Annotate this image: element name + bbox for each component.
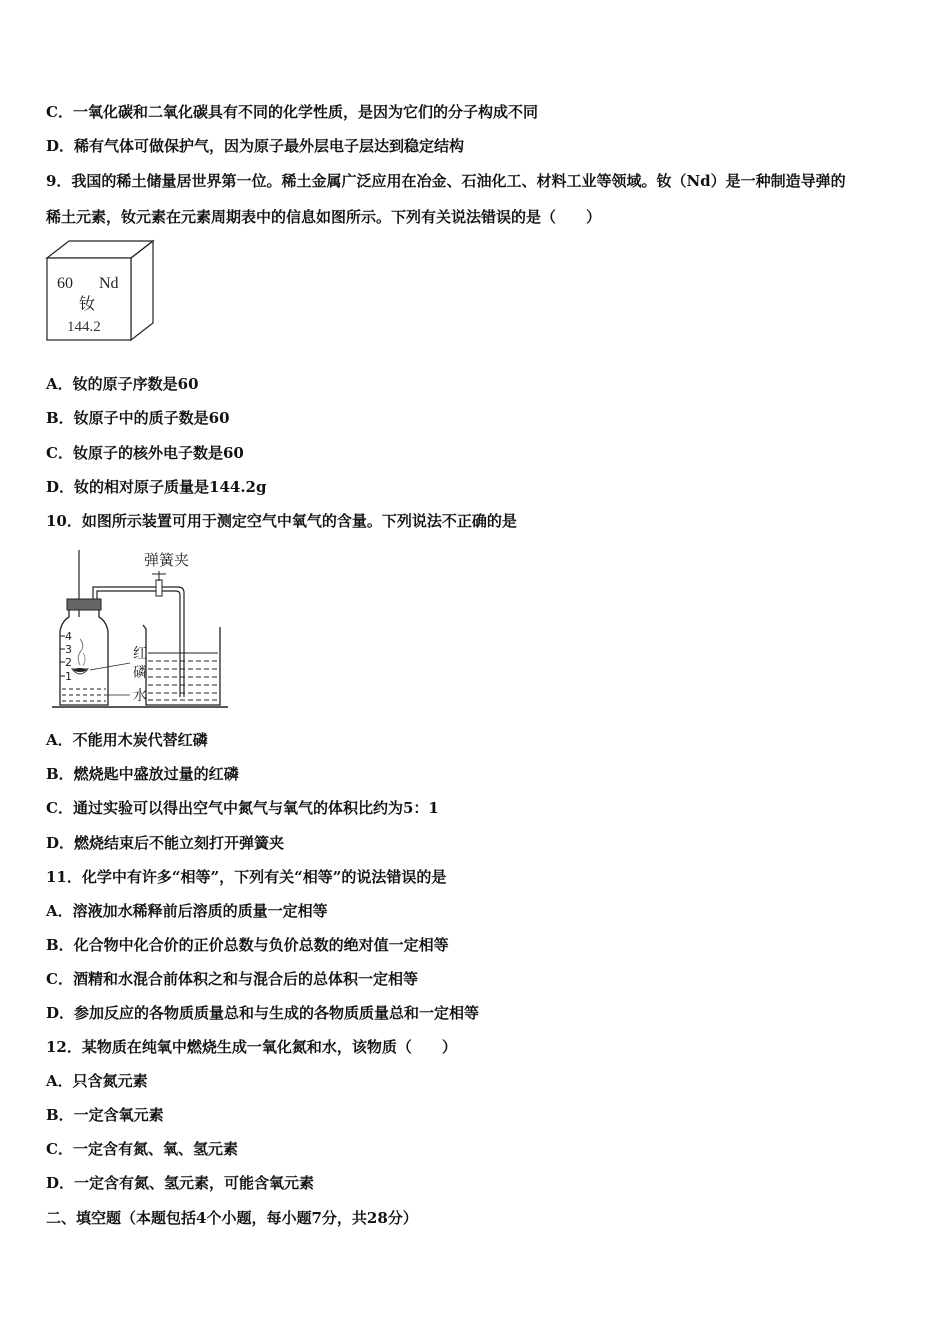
scale-mark-1: 1 <box>65 670 72 683</box>
q9-stem-line1: 9．我国的稀土储量居世界第一位。稀土金属广泛应用在冶金、石油化工、材料工业等领域。钕（Nd）是一种制造导弹的 <box>46 172 846 190</box>
q12-option-d: D．一定含有氮、氢元素，可能含氧元素 <box>46 1174 315 1192</box>
q11-option-a: A．溶液加水稀释前后溶质的质量一定相等 <box>46 902 328 920</box>
red-phosphorus <box>74 668 86 672</box>
card-side-face <box>131 241 153 340</box>
flame <box>78 639 83 665</box>
q10-option-d: D．燃烧结束后不能立刻打开弹簧夹 <box>46 834 285 852</box>
scale-mark-3: 3 <box>65 643 72 656</box>
beaker-water <box>148 653 218 700</box>
red-label-2: 磷 <box>133 665 147 681</box>
clamp-label: 弹簧夹 <box>144 551 190 569</box>
q11-option-b: B．化合物中化合价的正价总数与负价总数的绝对值一定相等 <box>46 936 449 954</box>
element-name: 钕 <box>79 294 96 313</box>
q9-stem-line2: 稀土元素，钕元素在元素周期表中的信息如图所示。下列有关说法错误的是（ ） <box>46 208 602 226</box>
red-label-1: 红 <box>133 646 147 662</box>
q11-option-c: C．酒精和水混合前体积之和与混合后的总体积一定相等 <box>46 970 418 988</box>
q9-option-d: D．钕的相对原子质量是144.2g <box>46 478 267 496</box>
q12-option-b: B．一定含氧元素 <box>46 1106 164 1124</box>
section-heading: 二、填空题（本题包括4个小题，每小题7分，共28分） <box>46 1209 418 1227</box>
q10-option-b: B．燃烧匙中盛放过量的红磷 <box>46 765 239 783</box>
spring-clamp <box>156 580 162 596</box>
q11-option-d: D．参加反应的各物质质量总和与生成的各物质质量总和一定相等 <box>46 1004 480 1022</box>
q8-option-d: D．稀有气体可做保护气，因为原子最外层电子层达到稳定结构 <box>46 137 465 155</box>
q10-option-a: A．不能用木炭代替红磷 <box>46 731 208 749</box>
oxygen-measurement-apparatus <box>50 545 240 713</box>
element-symbol: Nd <box>99 275 119 292</box>
stopper <box>67 599 101 610</box>
q10-stem: 10．如图所示装置可用于测定空气中氧气的含量。下列说法不正确的是 <box>46 512 517 530</box>
q11-stem: 11．化学中有许多“相等”，下列有关“相等”的说法错误的是 <box>46 868 447 886</box>
q12-option-c: C．一定含有氮、氧、氢元素 <box>46 1140 238 1158</box>
bottle-water <box>62 689 106 701</box>
card-top-face <box>47 241 153 258</box>
q12-stem: 12．某物质在纯氧中燃烧生成一氧化氮和水，该物质（ ） <box>46 1038 457 1056</box>
q8-option-c: C．一氧化碳和二氧化碳具有不同的化学性质，是因为它们的分子构成不同 <box>46 103 538 121</box>
scale-mark-2: 2 <box>65 656 72 669</box>
element-card-figure <box>44 238 159 346</box>
q9-option-a: A．钕的原子序数是60 <box>46 375 199 393</box>
q9-option-b: B．钕原子中的质子数是60 <box>46 409 230 427</box>
atomic-number: 60 <box>57 275 73 292</box>
atomic-mass: 144.2 <box>67 319 101 335</box>
q9-option-c: C．钕原子的核外电子数是60 <box>46 444 244 462</box>
q12-option-a: A．只含氮元素 <box>46 1072 148 1090</box>
bottle-scale <box>60 630 72 683</box>
water-label: 水 <box>133 688 147 704</box>
q10-option-c: C．通过实验可以得出空气中氮气与氧气的体积比约为5：1 <box>46 799 439 817</box>
scale-mark-4: 4 <box>65 630 72 643</box>
